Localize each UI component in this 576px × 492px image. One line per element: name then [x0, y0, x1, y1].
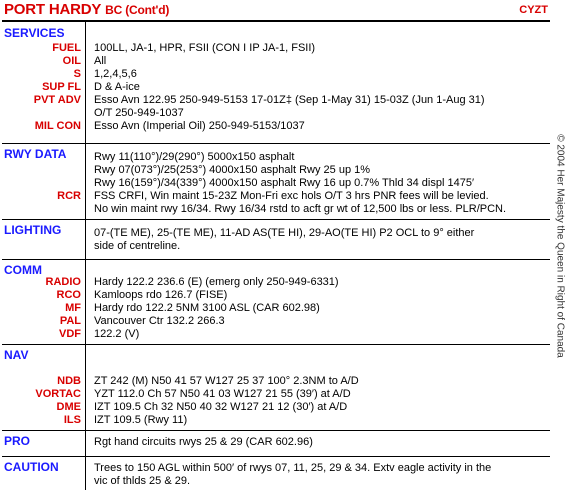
mf-label: MF [65, 302, 81, 314]
ils-label: ILS [63, 414, 81, 426]
caution-line-2: vic of thlds 25 & 29. [94, 475, 190, 487]
services-title: SERVICES [4, 26, 65, 40]
page-header [2, 0, 550, 22]
comm-section [2, 259, 550, 345]
lighting-title: LIGHTING [4, 223, 62, 237]
copyright-notice: © 2004 Her Majesty the Queen in Right of Canada [554, 134, 566, 358]
sup-fl-label: SUP FL [42, 81, 81, 93]
lighting-line-1: 07-(TE ME), 25-(TE ME), 11-AD AS(TE HI), 29-AO(TE HI) P2 OCL to 9° either [94, 227, 475, 239]
rco-value: Kamloops rdo 126.7 (FISE) [94, 289, 228, 301]
pal-value: Vancouver Ctr 132.2 266.3 [94, 315, 225, 327]
pvt-adv-value: Esso Avn 122.95 250-949-5153 17-01Z‡ (Sep 1-May 31) 15-03Z (Jun 1-Aug 31) [94, 94, 485, 106]
column-divider [85, 259, 86, 344]
pvt-adv-value-2: O/T 250-949-1037 [94, 107, 184, 119]
s-value: 1,2,4,5,6 [94, 68, 137, 80]
rcr-value-2: No win maint rwy 16/34. Rwy 16/34 rstd to acft gr wt of 12,500 lbs or less. PLR/PCN. [94, 203, 507, 215]
oil-label: OIL [62, 55, 81, 67]
vdf-label: VDF [59, 328, 81, 340]
rwy-data-section [2, 143, 550, 220]
caution-title: CAUTION [4, 460, 59, 474]
lighting-section [2, 219, 550, 260]
rwy-data-title: RWY DATA [4, 147, 67, 161]
dme-label: DME [56, 401, 81, 413]
rwy-line-1: Rwy 11(110°)/29(290°) 5000x150 asphalt [94, 151, 295, 163]
column-divider [85, 430, 86, 456]
fuel-value: 100LL, JA-1, HPR, FSII (CON I IP JA-1, FSII) [94, 42, 316, 54]
column-divider [85, 344, 86, 430]
services-section [2, 22, 550, 144]
pvt-adv-label: PVT ADV [33, 94, 81, 106]
column-divider [85, 219, 86, 259]
airport-ident: CYZT [519, 4, 548, 16]
airport-name: PORT HARDY BC (Cont'd) [4, 1, 170, 18]
sup-fl-value: D & A-ice [94, 81, 140, 93]
ndb-label: NDB [57, 375, 81, 387]
rcr-value: FSS CRFI, Win maint 15-23Z Mon-Fri exc hols O/T 3 hrs PNR fees will be levied. [94, 190, 489, 202]
vortac-value: YZT 112.0 Ch 57 N50 41 03 W127 21 55 (39′) at A/D [94, 388, 351, 400]
ndb-value: ZT 242 (M) N50 41 57 W127 25 37 100° 2.3NM to A/D [94, 375, 359, 387]
rwy-line-2: Rwy 07(073°)/25(253°) 4000x150 asphalt Rwy 25 up 1% [94, 164, 371, 176]
vdf-value: 122.2 (V) [94, 328, 140, 340]
caution-section [2, 456, 550, 490]
pro-section [2, 430, 550, 457]
pro-title: PRO [4, 434, 31, 448]
mf-value: Hardy rdo 122.2 5NM 3100 ASL (CAR 602.98) [94, 302, 320, 314]
caution-line-1: Trees to 150 AGL within 500′ of rwys 07, 11, 25, 29 & 34. Extv eagle activity in the [94, 462, 492, 474]
ils-value: IZT 109.5 (Rwy 11) [94, 414, 188, 426]
comm-title: COMM [4, 263, 42, 277]
mil-con-value: Esso Avn (Imperial Oil) 250-949-5153/1037 [94, 120, 305, 132]
vortac-label: VORTAC [35, 388, 81, 400]
lighting-line-2: side of centreline. [94, 240, 181, 252]
nav-title: NAV [4, 348, 29, 362]
fuel-label: FUEL [52, 42, 81, 54]
pro-value: Rgt hand circuits rwys 25 & 29 (CAR 602.96) [94, 436, 313, 448]
dme-value: IZT 109.5 Ch 32 N50 40 32 W127 21 12 (30′) at A/D [94, 401, 348, 413]
mil-con-label: MIL CON [34, 120, 81, 132]
rco-label: RCO [56, 289, 81, 301]
radio-value: Hardy 122.2 236.6 (E) (emerg only 250-949-6331) [94, 276, 339, 288]
pal-label: PAL [59, 315, 81, 327]
rcr-label: RCR [57, 190, 81, 202]
s-label: S [73, 68, 81, 80]
oil-value: All [94, 55, 107, 67]
column-divider [85, 143, 86, 219]
column-divider [85, 22, 86, 143]
nav-section [2, 344, 550, 431]
airport-province: BC (Cont'd) [105, 3, 170, 17]
radio-label: RADIO [45, 276, 81, 288]
rwy-line-3: Rwy 16(159°)/34(339°) 4000x150 asphalt Rwy 16 up 0.7% Thld 34 displ 1475′ [94, 177, 475, 189]
column-divider [85, 456, 86, 490]
